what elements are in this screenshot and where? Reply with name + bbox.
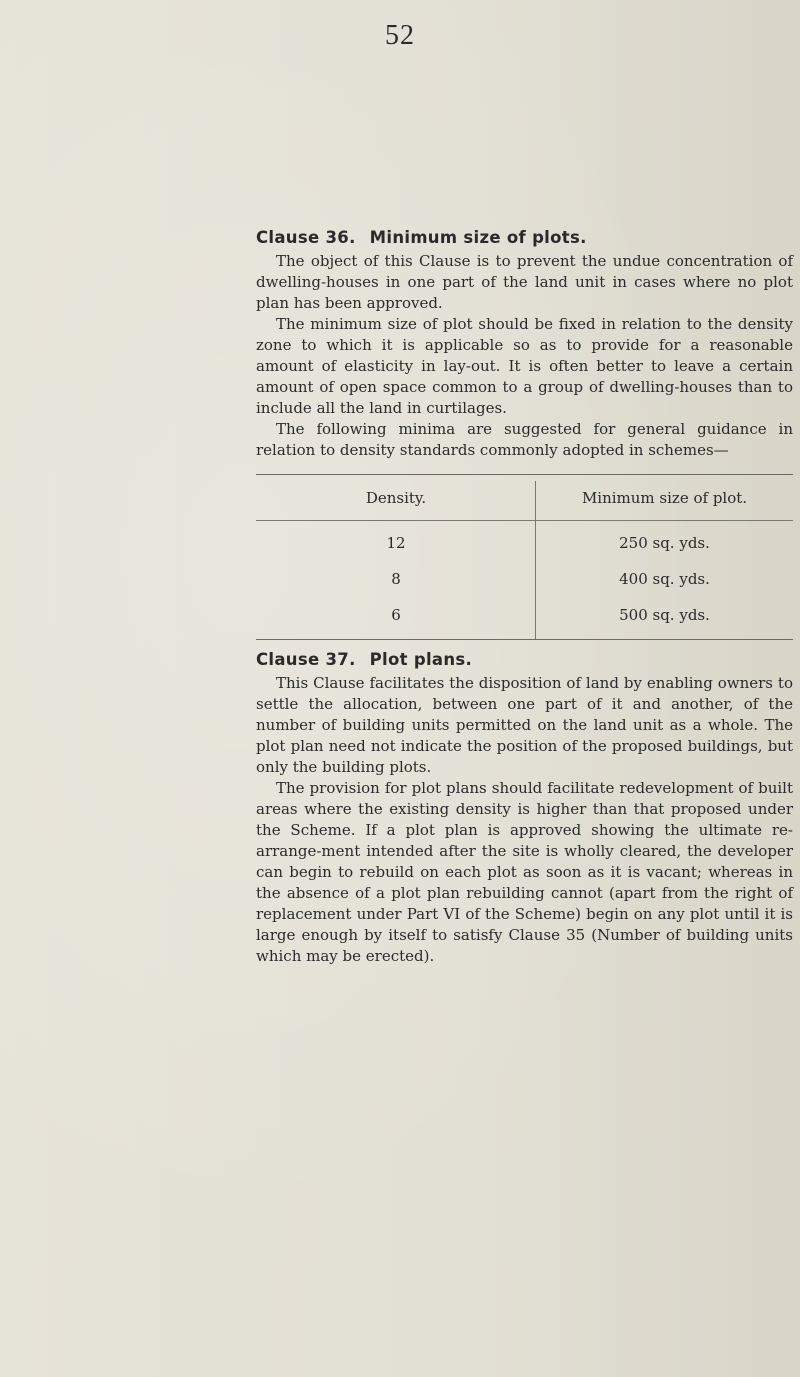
clause-36-number: Clause 36. [256,228,356,247]
clause-36-paragraph-1: The object of this Clause is to prevent the undue concentration of dwelling-houses in one part of the land unit in cases where no plot plan has been approved. [256,252,793,312]
density-table [256,474,793,640]
table-cell-plot-size: 500 sq. yds. [619,606,710,624]
clause-36-heading [256,226,793,250]
table-header-row [256,475,793,521]
clause-37-paragraph-2: The provision for plot plans should facilitate redevelopment of built areas where the existing density is higher than that proposed under the Scheme. If a plot plan is approved showing the ultimate re-arrange-ment intended after the site is wholly cleared, the developer can begin to rebuild on each plot as soon as it is vacant; whereas in the absence of a plot plan rebuilding cannot (apart from the right of replacement under Part VI of the Scheme) begin on any plot until it is large enough by itself to satisfy Clause 35 (Number of building units which may be erected). [256,779,793,965]
table-body [256,521,793,639]
table-cell-plot-size: 250 sq. yds. [619,534,710,552]
page-content [256,226,793,967]
table-row [256,525,793,561]
table-header-min-plot-size: Minimum size of plot. [581,488,748,507]
clause-37-section [256,648,793,967]
clause-37-heading [256,648,793,672]
clause-37-title: Plot plans. [369,650,473,669]
table-column-divider [535,481,536,639]
clause-36-section [256,226,793,461]
table-row [256,597,793,633]
page-number: 52 [385,20,415,51]
table-cell-density: 8 [391,570,401,588]
clause-36-title: Minimum size of plots. [369,228,587,247]
table-cell-density: 12 [386,534,406,552]
table-header-density: Density. [365,488,427,507]
table-row [256,561,793,597]
clause-37-number: Clause 37. [256,650,356,669]
clause-37-paragraph-1: This Clause facilitates the disposition of land by enabling owners to settle the allocation, between one part of it and another, of the number of building units permitted on the land unit as a whole. The plot plan need not indicate the position of the proposed buildings, but only the building plots. [256,674,793,776]
table-cell-density: 6 [391,606,401,624]
table-cell-plot-size: 400 sq. yds. [619,570,710,588]
clause-36-paragraph-2: The minimum size of plot should be fixed in relation to the density zone to which it is applicable so as to provide for a reasonable amount of elasticity in lay-out. It is often better to leave a certain amount of open space common to a group of dwelling-houses than to include all the land in curtilages. [256,315,793,417]
clause-36-paragraph-3: The following minima are suggested for general guidance in relation to density standards commonly adopted in schemes— [256,420,793,459]
